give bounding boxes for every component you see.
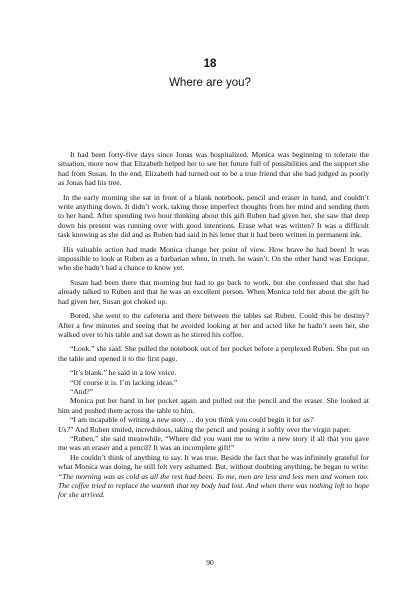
paragraph: Bored, she went to the cafeteria and there between the tables sat Ruben. Could this be destiny? After a few minutes and seeing that he avoided looking at her and acted like he hadn’t seen her, she walked over to his table and sat down as he stirred his coffee. xyxy=(58,311,369,339)
paragraph: His valuable action had made Monica change her point of view. How brave he had been! It was impossible to look at Ruben as a barbarian when, in truth, he wasn’t. On the other hand was Enrique, who she hadn’t had a chance to know yet. xyxy=(58,244,369,273)
italic-passage: “The morning was as cold as all the rest had been. To me, men are less and less men and women too. The coffee tried to replace the warmth that my body had lost. And when there was nothing left to hope for she arrived. xyxy=(58,471,369,500)
paragraph: It had been forty-five days since Jonas was hospitalized. Monica was beginning to tolerate the situation, more now that Elizabeth helped her to see her future full of possibilities and the support she had from Susan. In the end, Elizabeth had turned out to be a true friend that she had judged as poorly as Jonas had his tree. xyxy=(58,150,369,188)
dialogue-line: “Of course it is. I’m lacking ideas.” xyxy=(70,377,178,387)
paragraph xyxy=(58,453,369,500)
chapter-body xyxy=(58,150,369,500)
dialogue-line: “And?” xyxy=(70,386,94,396)
italic-word: Us? xyxy=(58,424,71,434)
dialogue-text: “I am incapable of writing a new story… do you think you could begin it for xyxy=(70,415,304,425)
page-number: 90 xyxy=(206,558,214,567)
paragraph-text: He couldn’t think of anything to say. It was true. Beside the fact that he was infinitely grateful for what Monica was doing, he still felt very ashamed. But, without doubting anything, he began to write: xyxy=(58,452,369,472)
dialogue-line xyxy=(58,415,369,424)
paragraph xyxy=(58,425,369,434)
paragraph-text: ” And Ruben smiled, incredulous, taking the pencil and posing it softly over the virgin paper. xyxy=(70,424,351,434)
paragraph: Susan had been there that morning but had to go back to work, but she confessed that she had already talked to Ruben and that he was an excellent person. When Monica told her about the gift he had given her, Susan got choked up. xyxy=(58,277,369,306)
dialogue-line: “Ruben,” she said meanwhile, “Where did you want me to write a new story if all that you gave me was an eraser and a pencil? It was an incomplete gift!” xyxy=(58,433,369,453)
paragraph: In the early morning she sat in front of a blank notebook, pencil and eraser in hand, and couldn’t write anything down. It didn’t work, taking those imperfect thoughts from her mind and sending them to her hand. After spending two hour thinking about this gift Ruben had given her, she saw that deep down his present was running over with good intentions. Erase what was written? It was a difficult task knowing as she did and as Ruben had said in his letter that it had been written in permanent ink. xyxy=(58,192,369,240)
paragraph: “Look.” she said. She pulled the notebook out of her pocket before a perplexed Ruben. She put on the table and opened it to the first page. xyxy=(58,344,369,363)
italic-word: us? xyxy=(303,415,314,425)
chapter-number: 18 xyxy=(203,58,217,70)
paragraph: Monica put her hand in her pocket again and pulled out the pencil and the eraser. She looked at him and pushed them across the table to him. xyxy=(58,396,369,415)
chapter-title: Where are you? xyxy=(169,77,251,89)
dialogue-line: “It’s blank.” he said in a low voice. xyxy=(70,368,177,378)
